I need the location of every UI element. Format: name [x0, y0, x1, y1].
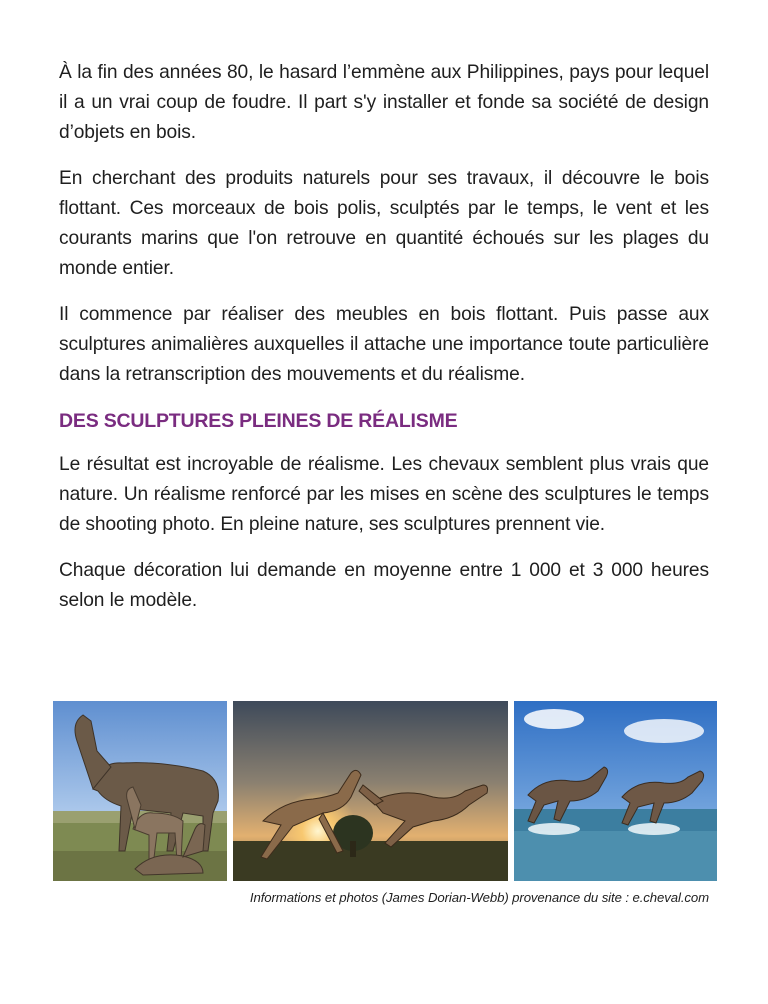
photo-caption: Informations et photos (James Dorian-Webb) provenance du site : e.cheval.com: [249, 890, 709, 905]
photo-strip: [53, 701, 717, 881]
document-page: [59, 58, 709, 632]
paragraph-section-1: Le résultat est incroyable de réalisme. Les chevaux semblent plus vrais que nature. Un réalisme renforcé par les mises en scène des sculptures le temps de shooting photo. En pleine nature, ses sculptures prennent vie.: [59, 454, 709, 535]
section-heading: DES SCULPTURES PLEINES DE RÉALISME: [59, 410, 458, 432]
photo-horses-sea: [514, 701, 717, 881]
paragraph-section-2: Chaque décoration lui demande en moyenne entre 1 000 et 3 000 heures selon le modèle.: [59, 560, 709, 611]
paragraph-intro-2: En cherchant des produits naturels pour ses travaux, il découvre le bois flottant. Ces morceaux de bois polis, sculptés par le temps, le vent et les courants marins que l'on retrouve en quantité échoués sur les plages du monde entier.: [59, 168, 709, 279]
photo-horses-sunset: [233, 701, 508, 881]
paragraph-intro-1: À la fin des années 80, le hasard l’emmène aux Philippines, pays pour lequel il a un vrai coup de foudre. Il part s'y installer et fonde sa société de design d’objets en bois.: [59, 62, 709, 143]
photo-mare-and-foals: [53, 701, 227, 881]
paragraph-intro-3: Il commence par réaliser des meubles en bois flottant. Puis passe aux sculptures animalières auxquelles il attache une importance toute particulière dans la retranscription des mouvements et du réalisme.: [59, 304, 709, 385]
